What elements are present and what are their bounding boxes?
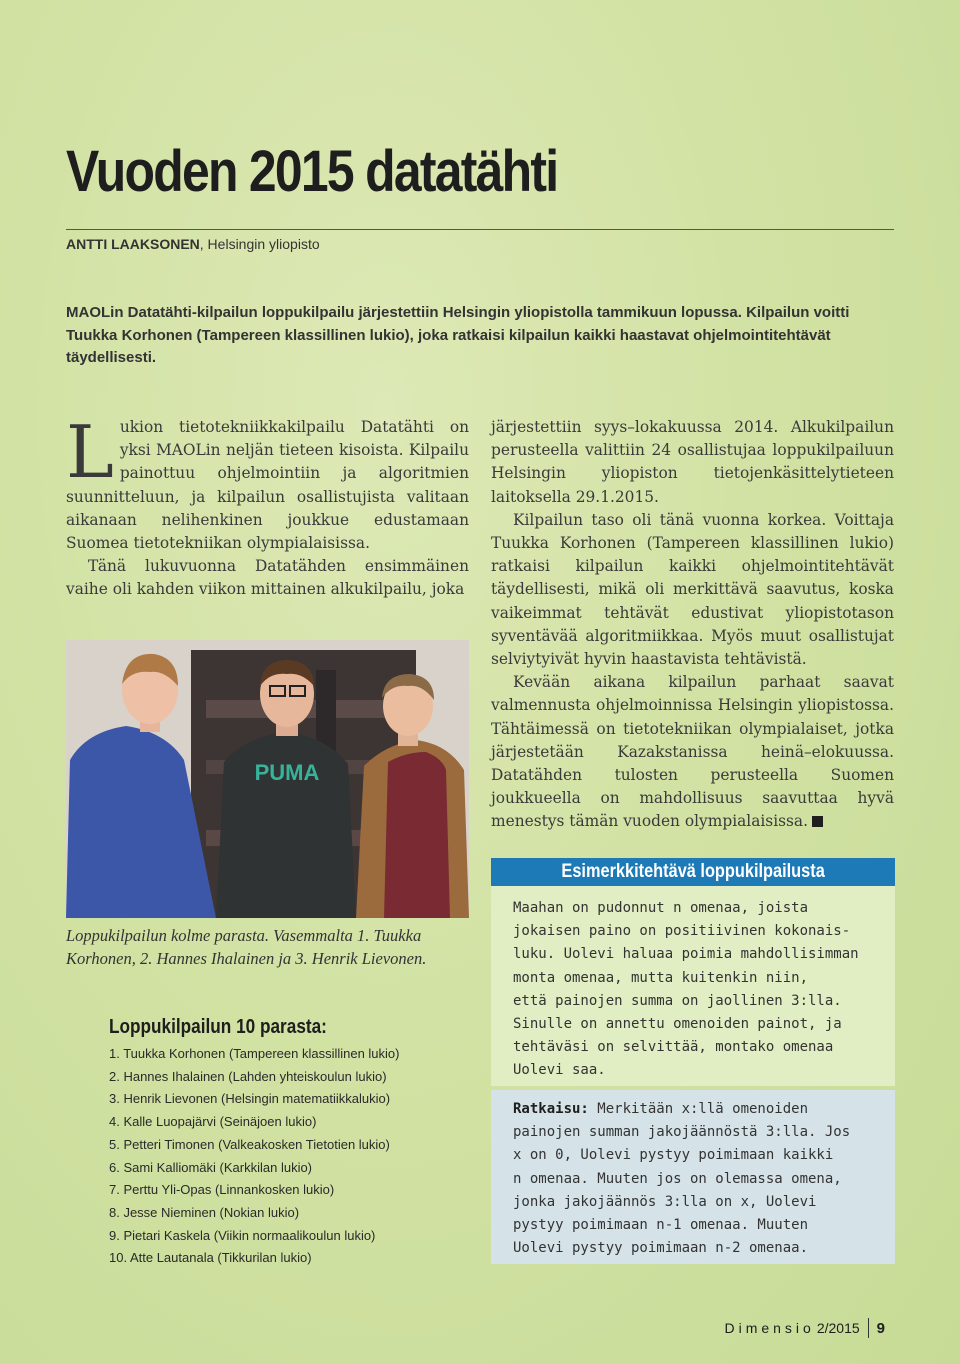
body-paragraph: Kilpailun taso oli tänä vuonna korkea. Voittaja Tuukka Korhonen (Tampereen klassillinen lukio) ratkaisi kilpailun kaikki ohjelmointitehtävät täydellisesti, mikä oli merkittävä saavutus, koska vaikeimmat tehtävät edustivat yliopistotason syventävää algoritmiikkaa. Myös muut osallistujat selviytyivät hyvin haastavista tehtävistä.	[491, 510, 894, 669]
end-mark-icon	[812, 816, 823, 827]
magazine-name: Dimensio	[724, 1320, 815, 1336]
example-task-text	[513, 897, 873, 1083]
body-paragraph: järjestettiin syys–lokakuussa 2014. Alkukilpailun perusteella valittiin 24 osallistujaa loppukilpailuun Helsingin yliopiston tietojenkäsittelytieteen laitoksella 29.1.2015.	[491, 418, 894, 506]
body-paragraph	[491, 671, 894, 833]
list-item: 9. Pietari Kaskela (Viikin normaalikoulun lukio)	[109, 1227, 376, 1243]
top10-list	[109, 1043, 400, 1270]
list-item: 8. Jesse Nieminen (Nokian lukio)	[109, 1204, 300, 1220]
example-box-title: Esimerkkitehtävä loppukilpailusta	[561, 861, 825, 882]
task-line: Uolevi saa.	[513, 1062, 606, 1079]
drop-cap: L	[66, 410, 114, 494]
body-paragraph	[66, 410, 469, 555]
issue-number: 2/2015	[816, 1320, 860, 1336]
article-title: Vuoden 2015 datatähti	[66, 139, 558, 204]
solution-line: painojen summan jakojäännöstä 3:lla. Jos	[513, 1124, 851, 1141]
solution-line: Uolevi pystyy poimimaan n-2 omenaa.	[513, 1240, 809, 1257]
byline	[66, 236, 320, 252]
winners-photo	[66, 640, 469, 918]
solution-line: jonka jakojäännös 3:lla on x, Uolevi	[513, 1193, 817, 1210]
body-column-right	[491, 416, 894, 834]
photo-illustration	[66, 640, 469, 918]
solution-line: pystyy poimimaan n-1 omenaa. Muuten	[513, 1217, 809, 1234]
paragraph-text: Kevään aikana kilpailun parhaat saavat valmennusta ohjelmoinnissa Helsingin yliopistossa. Tähtäimessä on tietotekniikan olympialaiset, jotka järjestetään Kazakstanissa heinä–elokuussa. Datatähden tulosten perusteella Suomen joukkueella on mahdollisuus saavuttaa hyvä menestys tämän vuoden olympialaisissa.	[491, 673, 894, 831]
solution-line	[513, 1098, 873, 1121]
footer-divider	[868, 1318, 869, 1338]
solution-line: x on 0, Uolevi pystyy poimimaan kaikki	[513, 1147, 834, 1164]
task-line: luku. Uolevi haluaa poimia mahdollisimman	[513, 946, 859, 963]
task-line: monta omenaa, mutta kuitenkin niin,	[513, 969, 809, 986]
task-line: tehtäväsi on selvittää, montako omenaa	[513, 1039, 834, 1056]
solution-line-text: Merkitään x:llä omenoiden	[588, 1101, 809, 1117]
page-number: 9	[876, 1319, 885, 1337]
paragraph-text: ukion tietotekniikkakilpailu Datatähti on yksi MAOLin neljän tieteen kisoista. Kilpailu painottuu ohjelmointiin ja algoritmien suunnitteluun, ja kilpailun osallistujista valitaan aikanaan nelihenkinen joukkue edustamaan Suomea tietotekniikan olympialaisissa.	[66, 418, 469, 553]
task-line: Sinulle on annettu omenoiden painot, ja	[513, 1016, 842, 1033]
solution-line: n omenaa. Muuten jos on olemassa omena,	[513, 1170, 842, 1187]
photo-caption: Loppukilpailun kolme parasta. Vasemmalta 1. Tuukka Korhonen, 2. Hannes Ihalainen ja 3. Henrik Lievonen.	[66, 926, 427, 968]
list-item: 3. Henrik Lievonen (Helsingin matematiikkalukio)	[109, 1091, 391, 1107]
list-item: 4. Kalle Luopajärvi (Seinäjoen lukio)	[109, 1114, 317, 1130]
list-item: 2. Hannes Ihalainen (Lahden yhteiskoulun lukio)	[109, 1068, 387, 1084]
task-line: Maahan on pudonnut n omenaa, joista	[513, 900, 809, 916]
example-solution-text	[513, 1098, 873, 1260]
top10-title: Loppukilpailun 10 parasta:	[109, 1016, 327, 1038]
title-rule	[66, 229, 894, 230]
list-item: 6. Sami Kalliomäki (Karkkilan lukio)	[109, 1159, 313, 1175]
body-paragraph: Tänä lukuvuonna Datatähden ensimmäinen vaihe oli kahden viikon mittainen alkukilpailu, joka	[66, 557, 469, 599]
task-line: jokaisen paino on positiivinen kokonais-	[513, 923, 851, 940]
list-item: 10. Atte Lautanala (Tikkurilan lukio)	[109, 1250, 312, 1266]
example-box-header	[491, 858, 895, 886]
author-name: ANTTI LAAKSONEN	[66, 236, 200, 252]
page-footer	[724, 1318, 885, 1338]
article-lead: MAOLin Datatähti-kilpailun loppukilpailu järjestettiin Helsingin yliopistolla tammikuun lopussa. Kilpailun voitti Tuukka Korhonen (Tampereen klassillinen lukio), joka ratkaisi kilpailun kaikki haastavat ohjelmointitehtävät täydellisesti.	[66, 304, 850, 366]
list-item: 1. Tuukka Korhonen (Tampereen klassillinen lukio)	[109, 1046, 400, 1061]
task-line: että painojen summa on jaollinen 3:lla.	[513, 992, 842, 1009]
list-item: 5. Petteri Timonen (Valkeakosken Tietotien lukio)	[109, 1136, 390, 1152]
body-column-left	[66, 410, 469, 602]
author-affiliation: , Helsingin yliopisto	[199, 236, 320, 252]
shirt-print: PUMA	[254, 760, 320, 785]
list-item: 7. Perttu Yli-Opas (Linnankosken lukio)	[109, 1182, 335, 1198]
solution-label: Ratkaisu:	[513, 1101, 589, 1117]
